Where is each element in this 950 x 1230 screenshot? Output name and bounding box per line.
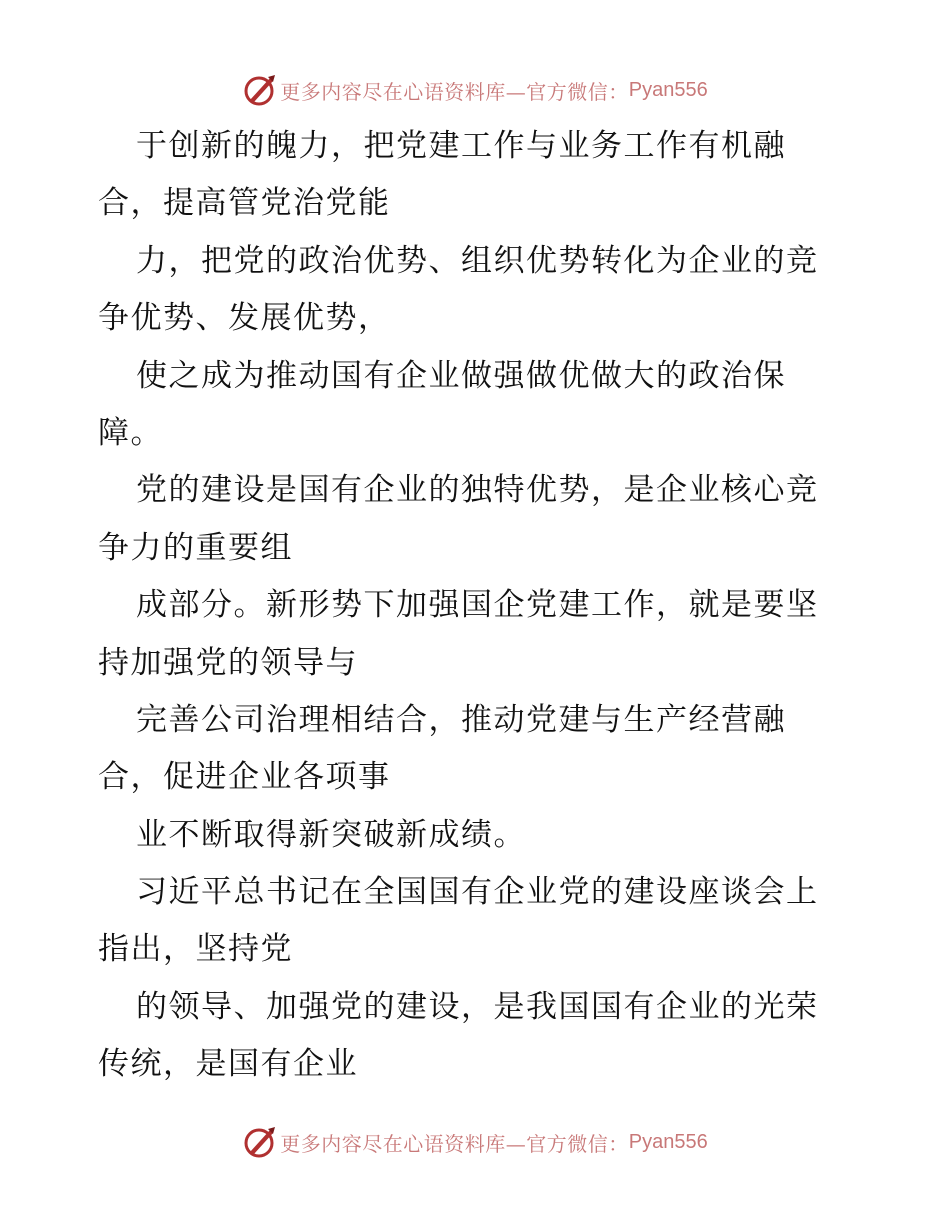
text-line: 完善公司治理相结合，推动党建与生产经营融 <box>136 701 786 738</box>
header-watermark <box>0 70 950 110</box>
quill-logo-icon <box>242 72 278 108</box>
text-line: 成部分。新形势下加强国企党建工作，就是要坚 <box>136 587 819 624</box>
watermark-text: 更多内容尽在心语资料库—官方微信： <box>280 1131 629 1156</box>
watermark-text: 更多内容尽在心语资料库—官方微信： <box>280 79 629 104</box>
text-line: 指出，坚持党 <box>98 931 293 968</box>
text-line: 业不断取得新突破新成绩。 <box>136 816 526 853</box>
text-line: 合，促进企业各项事 <box>98 759 391 796</box>
footer-watermark <box>0 1122 950 1162</box>
text-line: 障。 <box>98 414 163 451</box>
text-line: 党的建设是国有企业的独特优势，是企业核心竞 <box>136 472 819 509</box>
text-line: 使之成为推动国有企业做强做优做大的政治保 <box>136 357 786 394</box>
document-body <box>98 118 868 1094</box>
text-line: 于创新的魄力，把党建工作与业务工作有机融 <box>136 128 786 164</box>
text-line: 的领导、加强党的建设，是我国国有企业的光荣 <box>136 988 819 1025</box>
text-line: 争优势、发展优势， <box>98 300 391 337</box>
watermark-wechat-id: Pyan556 <box>628 1130 708 1153</box>
text-line: 争力的重要组 <box>98 529 293 566</box>
text-line: 持加强党的领导与 <box>98 644 358 681</box>
text-line: 力，把党的政治优势、组织优势转化为企业的竞 <box>136 242 819 279</box>
watermark-wechat-id: Pyan556 <box>628 78 708 101</box>
text-line: 传统，是国有企业 <box>98 1046 358 1083</box>
text-line: 习近平总书记在全国国有企业党的建设座谈会上 <box>136 874 819 911</box>
text-line: 合，提高管党治党能 <box>98 185 391 222</box>
quill-logo-icon <box>242 1124 278 1160</box>
